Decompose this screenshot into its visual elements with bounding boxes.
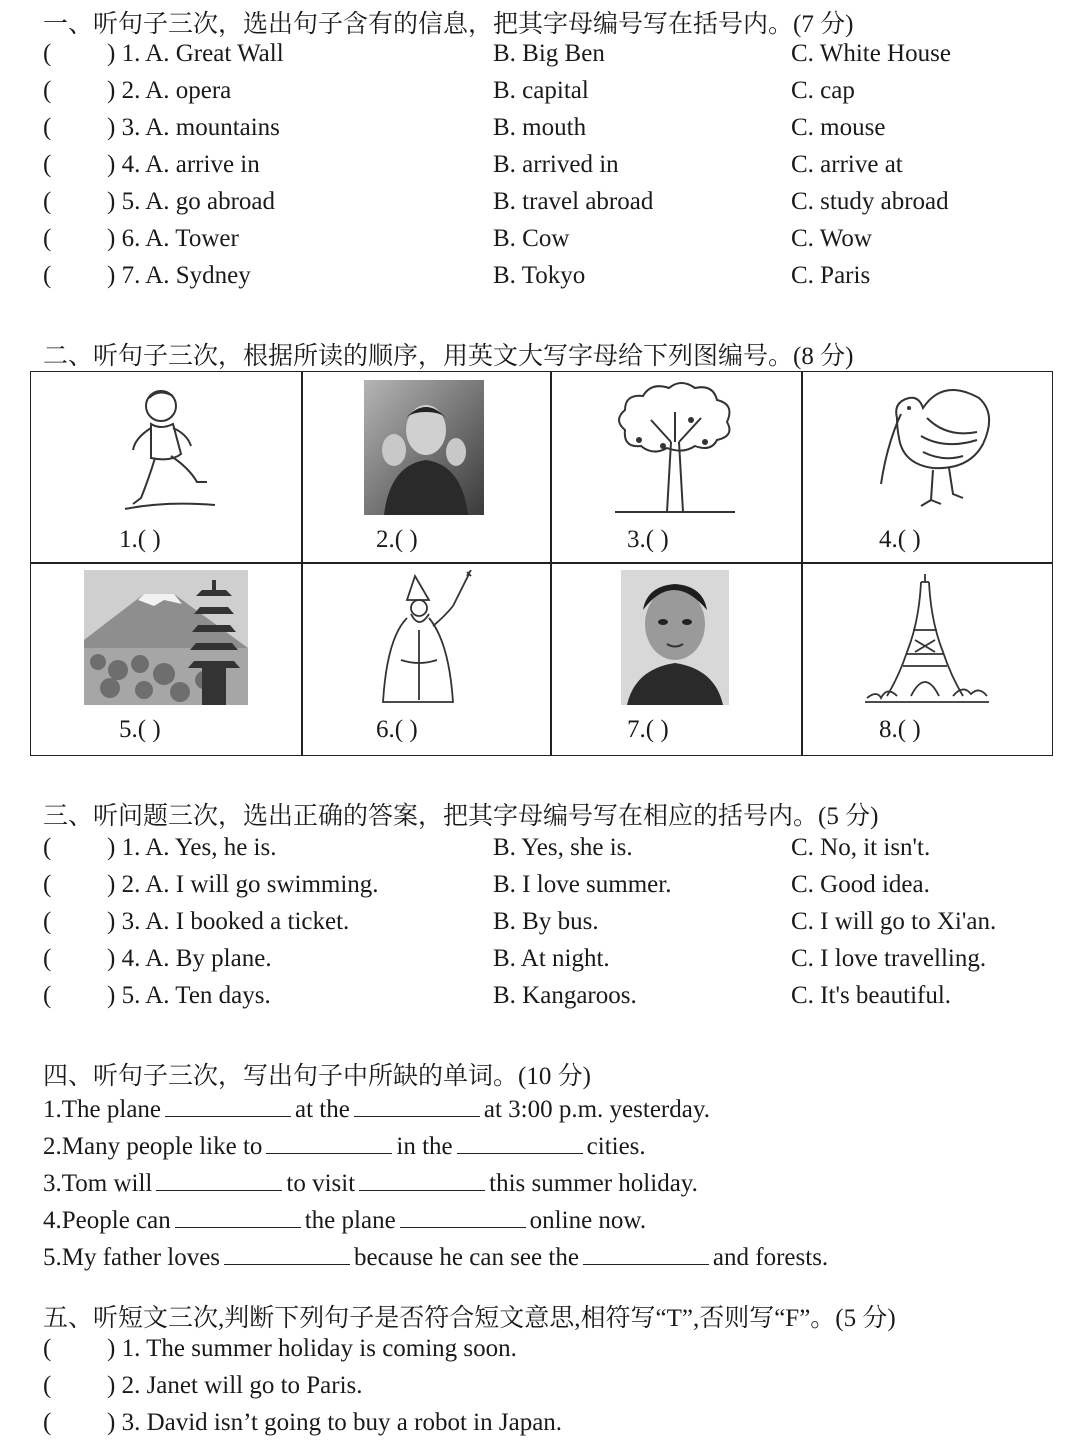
question-row bbox=[43, 188, 1043, 225]
grid-divider bbox=[31, 562, 1052, 564]
answer-paren[interactable]: ( bbox=[43, 834, 52, 861]
judgement-row bbox=[43, 1335, 1043, 1372]
answer-paren[interactable]: ( bbox=[43, 262, 52, 289]
answer-paren[interactable]: ( bbox=[43, 77, 52, 104]
picture-caption[interactable]: 4.( ) bbox=[879, 526, 921, 553]
question-row bbox=[43, 262, 1043, 299]
option-a: ) 4. A. By plane. bbox=[107, 945, 272, 972]
option-a: ) 5. A. Ten days. bbox=[107, 982, 271, 1009]
option-a: ) 1. A. Yes, he is. bbox=[107, 834, 277, 861]
option-c: C. I love travelling. bbox=[791, 945, 987, 972]
fill-text: because he can see the bbox=[354, 1244, 579, 1271]
option-b: B. By bus. bbox=[493, 908, 599, 935]
eiffel-tower-icon bbox=[865, 570, 989, 705]
portrait-photo-icon bbox=[621, 570, 729, 705]
question-row bbox=[43, 945, 1043, 982]
picture-grid bbox=[30, 371, 1053, 756]
judgement-row bbox=[43, 1409, 1043, 1446]
answer-paren[interactable]: ( bbox=[43, 1409, 52, 1436]
answer-paren[interactable]: ( bbox=[43, 188, 52, 215]
option-b: B. Yes, she is. bbox=[493, 834, 633, 861]
mount-fuji-pagoda-icon bbox=[84, 570, 248, 705]
option-a: ) 6. A. Tower bbox=[107, 225, 239, 252]
answer-paren[interactable]: ( bbox=[43, 225, 52, 252]
option-c: C. mouse bbox=[791, 114, 886, 141]
option-b: B. I love summer. bbox=[493, 871, 672, 898]
fill-line bbox=[43, 1168, 698, 1198]
fill-text: in the bbox=[396, 1133, 453, 1160]
option-c: C. It's beautiful. bbox=[791, 982, 952, 1009]
option-b: B. travel abroad bbox=[493, 188, 654, 215]
picture-caption[interactable]: 1.( ) bbox=[119, 526, 161, 553]
answer-paren[interactable]: ( bbox=[43, 871, 52, 898]
statement-text: ) 3. David isn’t going to buy a robot in Japan. bbox=[107, 1409, 563, 1436]
blank-field[interactable] bbox=[224, 1242, 350, 1265]
option-a: ) 7. A. Sydney bbox=[107, 262, 251, 289]
fill-line bbox=[43, 1205, 646, 1235]
section4-title: 四、听句子三次，写出句子中所缺的单词。(10 分) bbox=[43, 1063, 591, 1090]
option-c: C. I will go to Xi'an. bbox=[791, 908, 997, 935]
fill-text: this summer holiday. bbox=[489, 1170, 698, 1197]
fill-text: and forests. bbox=[712, 1244, 829, 1271]
option-b: B. Cow bbox=[493, 225, 570, 252]
answer-paren[interactable]: ( bbox=[43, 1335, 52, 1362]
answer-paren[interactable]: ( bbox=[43, 982, 52, 1009]
running-boy-icon bbox=[121, 384, 221, 519]
blank-field[interactable] bbox=[165, 1094, 291, 1117]
blank-field[interactable] bbox=[457, 1131, 583, 1154]
option-c: C. cap bbox=[791, 77, 855, 104]
option-c: C. White House bbox=[791, 40, 951, 67]
option-c: C. No, it isn't. bbox=[791, 834, 931, 861]
option-c: C. study abroad bbox=[791, 188, 949, 215]
answer-paren[interactable]: ( bbox=[43, 1372, 52, 1399]
section1-title: 一、听句子三次，选出句子含有的信息，把其字母编号写在括号内。(7 分) bbox=[43, 11, 854, 38]
statement-text: ) 1. The summer holiday is coming soon. bbox=[107, 1335, 517, 1362]
blank-field[interactable] bbox=[175, 1205, 301, 1228]
blank-field[interactable] bbox=[266, 1131, 392, 1154]
section2-title: 二、听句子三次，根据所读的顺序，用英文大写字母给下列图编号。(8 分) bbox=[43, 343, 854, 370]
answer-paren[interactable]: ( bbox=[43, 40, 52, 67]
blank-field[interactable] bbox=[400, 1205, 526, 1228]
section3-title: 三、听问题三次，选出正确的答案，把其字母编号写在相应的括号内。(5 分) bbox=[43, 803, 879, 830]
fill-line bbox=[43, 1131, 646, 1161]
fill-text: at 3:00 p.m. yesterday. bbox=[483, 1096, 710, 1123]
blank-field[interactable] bbox=[583, 1242, 709, 1265]
option-a: ) 1. A. Great Wall bbox=[107, 40, 284, 67]
question-row bbox=[43, 114, 1043, 151]
question-row bbox=[43, 871, 1043, 908]
option-b: B. mouth bbox=[493, 114, 587, 141]
fill-text: 5.My father loves bbox=[43, 1244, 221, 1271]
option-b: B. Kangaroos. bbox=[493, 982, 637, 1009]
picture-caption[interactable]: 7.( ) bbox=[627, 716, 669, 743]
option-b: B. At night. bbox=[493, 945, 610, 972]
option-c: C. Wow bbox=[791, 225, 872, 252]
question-row bbox=[43, 908, 1043, 945]
question-row bbox=[43, 77, 1043, 114]
fill-text: online now. bbox=[529, 1207, 647, 1234]
option-a: ) 3. A. I booked a ticket. bbox=[107, 908, 350, 935]
option-c: C. Good idea. bbox=[791, 871, 930, 898]
blank-field[interactable] bbox=[354, 1094, 480, 1117]
question-row bbox=[43, 225, 1043, 262]
option-c: C. arrive at bbox=[791, 151, 903, 178]
answer-paren[interactable]: ( bbox=[43, 945, 52, 972]
judgement-row bbox=[43, 1372, 1043, 1409]
man-photo-icon bbox=[364, 380, 484, 515]
question-row bbox=[43, 151, 1043, 188]
option-b: B. capital bbox=[493, 77, 589, 104]
answer-paren[interactable]: ( bbox=[43, 114, 52, 141]
picture-caption[interactable]: 5.( ) bbox=[119, 716, 161, 743]
option-b: B. Tokyo bbox=[493, 262, 586, 289]
fill-text: 4.People can bbox=[43, 1207, 171, 1234]
picture-caption[interactable]: 3.( ) bbox=[627, 526, 669, 553]
fill-text: 2.Many people like to bbox=[43, 1133, 263, 1160]
blank-field[interactable] bbox=[359, 1168, 485, 1191]
section5-title: 五、听短文三次,判断下列句子是否符合短文意思,相符写“T”,否则写“F”。(5 分) bbox=[43, 1305, 896, 1332]
question-row bbox=[43, 40, 1043, 77]
question-row bbox=[43, 982, 1043, 1019]
option-b: B. Big Ben bbox=[493, 40, 605, 67]
option-b: B. arrived in bbox=[493, 151, 619, 178]
fill-text: at the bbox=[295, 1096, 350, 1123]
picture-caption[interactable]: 2.( ) bbox=[376, 526, 418, 553]
option-c: C. Paris bbox=[791, 262, 871, 289]
fill-text: cities. bbox=[586, 1133, 646, 1160]
kiwi-bird-icon bbox=[857, 378, 997, 513]
fill-line bbox=[43, 1094, 710, 1124]
fill-text: 1.The plane bbox=[43, 1096, 162, 1123]
option-a: ) 2. A. I will go swimming. bbox=[107, 871, 379, 898]
answer-paren[interactable]: ( bbox=[43, 908, 52, 935]
option-a: ) 4. A. arrive in bbox=[107, 151, 260, 178]
option-a: ) 5. A. go abroad bbox=[107, 188, 276, 215]
fill-text: the plane bbox=[304, 1207, 396, 1234]
fill-text: to visit bbox=[286, 1170, 356, 1197]
wizard-icon bbox=[371, 570, 481, 705]
picture-caption[interactable]: 8.( ) bbox=[879, 716, 921, 743]
fill-line bbox=[43, 1242, 828, 1272]
picture-caption[interactable]: 6.( ) bbox=[376, 716, 418, 743]
option-a: ) 3. A. mountains bbox=[107, 114, 280, 141]
answer-paren[interactable]: ( bbox=[43, 151, 52, 178]
option-a: ) 2. A. opera bbox=[107, 77, 232, 104]
fill-text: 3.Tom will bbox=[43, 1170, 153, 1197]
blank-field[interactable] bbox=[156, 1168, 282, 1191]
statement-text: ) 2. Janet will go to Paris. bbox=[107, 1372, 363, 1399]
question-row bbox=[43, 834, 1043, 871]
tree-icon bbox=[605, 380, 745, 515]
